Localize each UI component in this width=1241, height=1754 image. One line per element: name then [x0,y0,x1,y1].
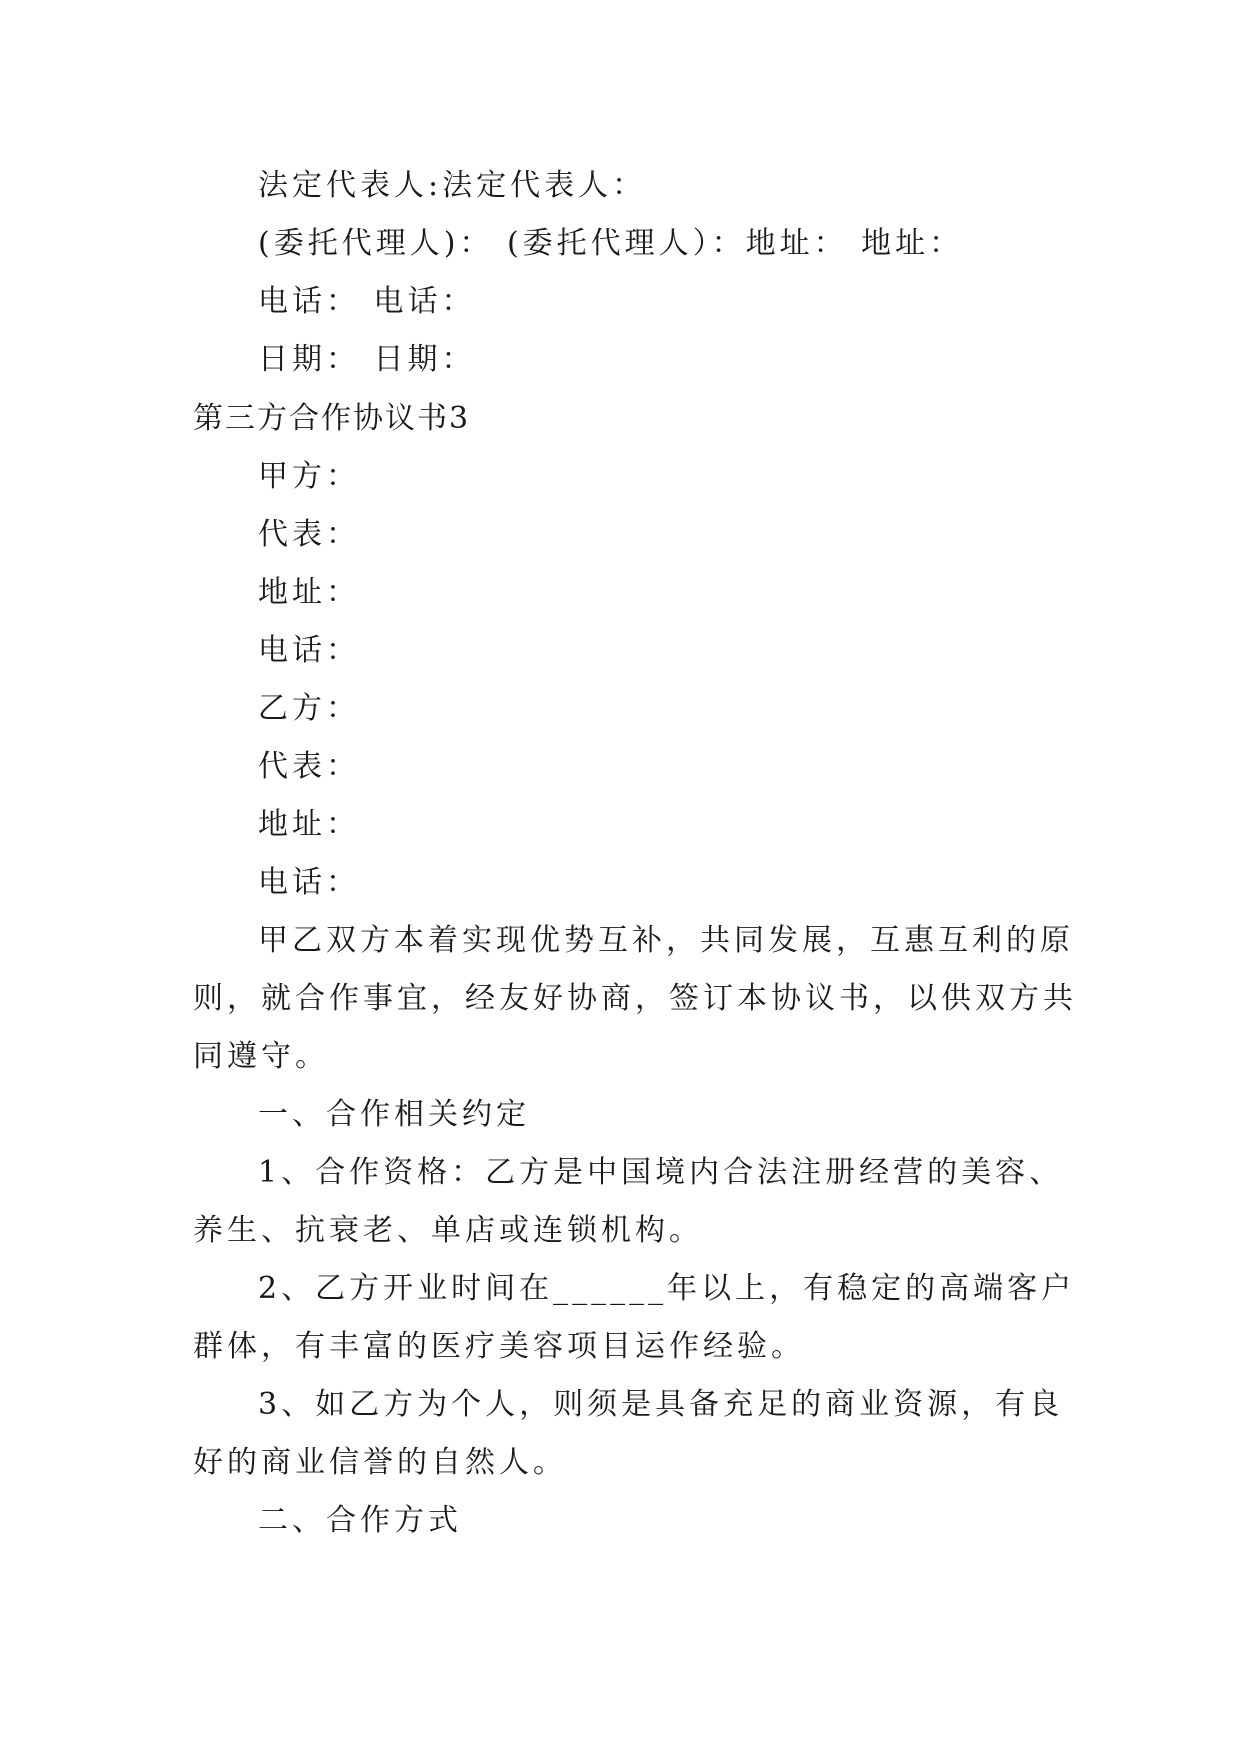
clause-2-line-2: 群体，有丰富的医疗美容项目运作经验。 [193,1329,805,1364]
preamble-line-1: 甲乙双方本着实现优势互补，共同发展，互惠互利的原 [258,923,1074,958]
phone-line: 电话： 电话： [258,284,476,319]
clause-1-line-1: 1、合作资格：乙方是中国境内合法注册经营的美容、 [258,1155,1064,1190]
legal-representative-line: 法定代表人:法定代表人： [258,168,647,203]
preamble-line-2: 则，就合作事宜，经友好协商，签订本协议书，以供双方共 [193,981,1077,1016]
clause-2-line-1: 2、乙方开业时间在______年以上，有稳定的高端客户 [258,1271,1076,1306]
party-a-representative: 代表： [258,517,360,552]
date-line: 日期： 日期： [258,342,476,377]
party-a-phone: 电话： [258,633,360,668]
party-b-label: 乙方： [258,691,360,726]
party-b-representative: 代表： [258,749,360,784]
section-1-heading: 一、合作相关约定 [258,1097,530,1132]
party-a-label: 甲方： [258,459,360,494]
clause-1-line-2: 养生、抗衰老、单店或连锁机构。 [193,1213,703,1248]
clause-3-line-1: 3、如乙方为个人，则须是具备充足的商业资源，有良 [258,1387,1064,1422]
party-b-phone: 电话： [258,865,360,900]
agent-address-line: (委托代理人)： (委托代理人）：地址： 地址： [258,226,964,261]
preamble-line-3: 同遵守。 [193,1039,329,1074]
agreement-title: 第三方合作协议书3 [193,401,471,436]
section-2-heading: 二、合作方式 [258,1503,462,1538]
clause-3-line-2: 好的商业信誉的自然人。 [193,1445,567,1480]
party-a-address: 地址： [258,575,360,610]
party-b-address: 地址： [258,807,360,842]
